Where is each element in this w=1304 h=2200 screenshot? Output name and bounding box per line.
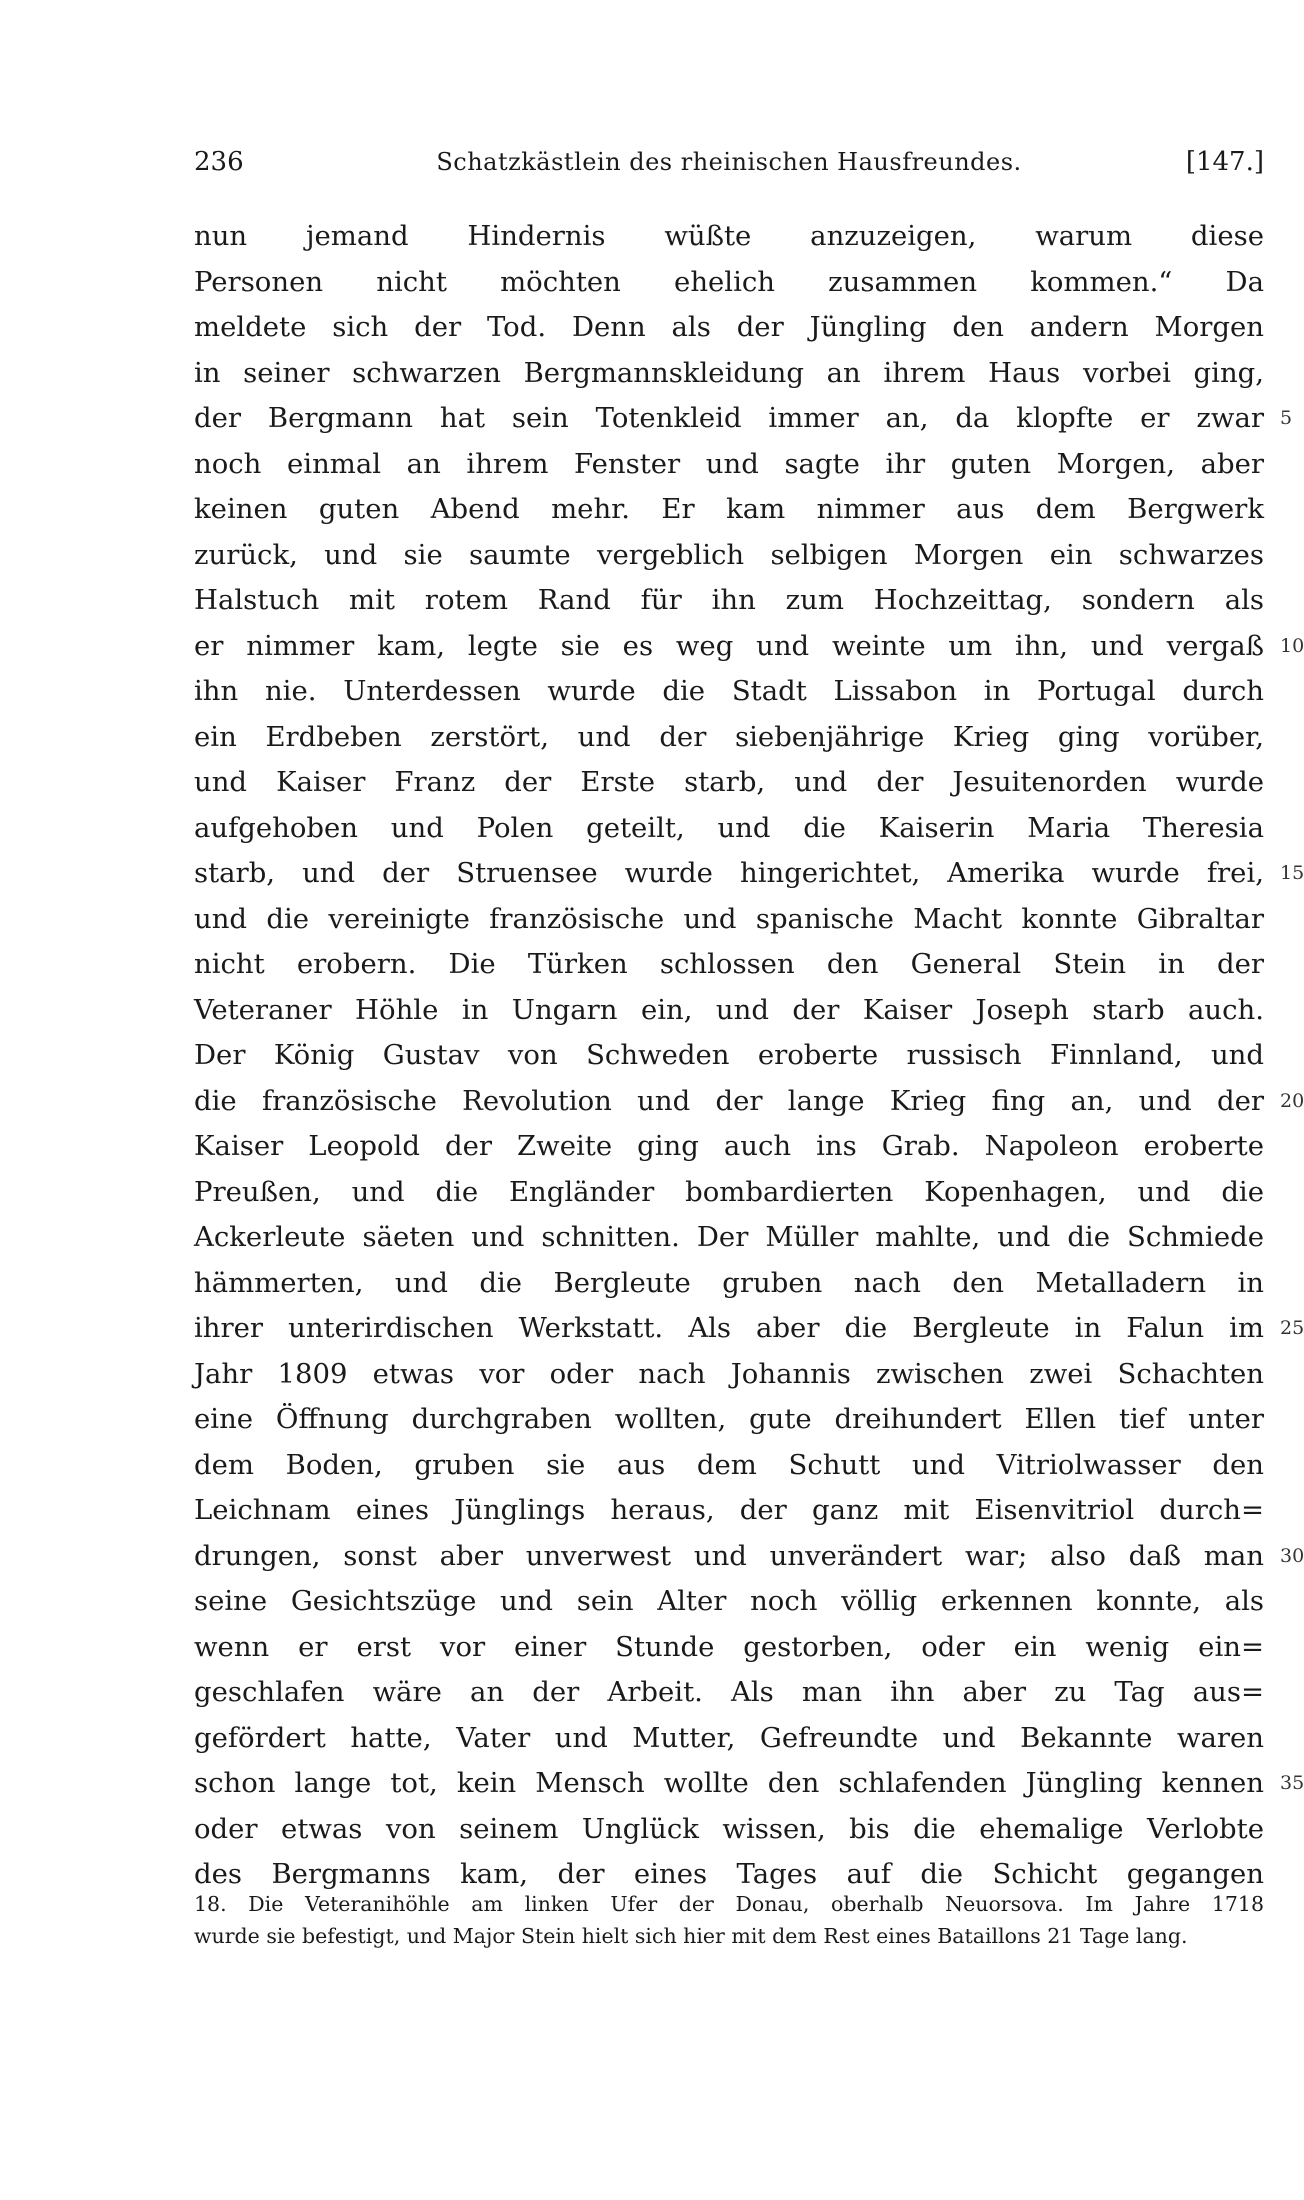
text-line <box>194 578 1264 624</box>
text-line <box>194 1670 1264 1716</box>
text-line <box>194 487 1264 533</box>
text-line <box>194 1625 1264 1671</box>
line-text: drungen, sonst aber unverwest und unverändert war; also daß man <box>194 1539 1264 1572</box>
running-title: Schatzkästlein des rheinischen Hausfreundes. <box>436 148 1022 176</box>
line-text: die französische Revolution und der lange Krieg fing an, und der <box>194 1084 1264 1117</box>
line-text: oder etwas von seinem Unglück wissen, bis die ehemalige Verlobte <box>194 1812 1264 1845</box>
footnotes <box>194 1888 1264 1952</box>
line-text: der Bergmann hat sein Totenkleid immer an, da klopfte er zwar <box>194 402 1264 434</box>
text-line <box>194 533 1264 579</box>
footnote-line <box>194 1888 1264 1920</box>
line-text: und Kaiser Franz der Erste starb, und der Jesuitenorden wurde <box>194 766 1264 798</box>
line-text: Der König Gustav von Schweden eroberte russisch Finnland, und <box>194 1039 1264 1071</box>
line-text: schon lange tot, kein Mensch wollte den schlafenden Jüngling kennen <box>194 1767 1264 1799</box>
text-line <box>194 942 1264 988</box>
text-line <box>194 760 1264 806</box>
line-text: wenn er erst vor einer Stunde gestorben, oder ein wenig ein= <box>194 1630 1264 1663</box>
line-text: Personen nicht möchten ehelich zusammen kommen.“ Da <box>194 265 1264 298</box>
text-line <box>194 1716 1264 1762</box>
line-text: nun jemand Hindernis wüßte anzuzeigen, warum diese <box>194 220 1264 252</box>
text-line <box>194 1443 1264 1489</box>
line-text: ihn nie. Unterdessen wurde die Stadt Lissabon in Portugal durch <box>194 675 1264 707</box>
line-number: 15 <box>1280 862 1304 884</box>
line-text: starb, und der Struensee wurde hingerichtet, Amerika wurde frei, <box>194 857 1264 889</box>
text-line <box>194 396 1293 442</box>
line-text: gefördert hatte, Vater und Mutter, Gefreundte und Bekannte waren <box>194 1721 1264 1754</box>
line-text: des Bergmanns kam, der eines Tages auf die Schicht gegangen <box>194 1858 1264 1890</box>
text-line <box>194 1397 1264 1443</box>
line-number: 5 <box>1280 407 1293 429</box>
line-text: Leichnam eines Jünglings heraus, der ganz mit Eisenvitriol durch= <box>194 1494 1264 1526</box>
line-text: keinen guten Abend mehr. Er kam nimmer aus dem Bergwerk <box>194 493 1264 525</box>
body-text <box>194 214 1304 1898</box>
line-text: Veteraner Höhle in Ungarn ein, und der Kaiser Joseph starb auch. <box>194 993 1264 1026</box>
line-number: 10 <box>1280 634 1304 657</box>
line-text: Ackerleute säeten und schnitten. Der Müller mahlte, und die Schmiede <box>194 1221 1264 1253</box>
footnote-line <box>194 1920 1264 1952</box>
text-line <box>194 1352 1264 1398</box>
line-text: Halstuch mit rotem Rand für ihn zum Hochzeittag, sondern als <box>194 584 1264 616</box>
text-line <box>194 1579 1264 1625</box>
line-text: aufgehoben und Polen geteilt, und die Kaiserin Maria Theresia <box>194 811 1264 844</box>
line-text: seine Gesichtszüge und sein Alter noch völlig erkennen konnte, als <box>194 1585 1264 1617</box>
text-line <box>194 988 1264 1034</box>
text-line <box>194 1534 1304 1580</box>
line-text: geschlafen wäre an der Arbeit. Als man ihn aber zu Tag aus= <box>194 1676 1264 1708</box>
text-line <box>194 715 1264 761</box>
text-line <box>194 1488 1264 1534</box>
text-line <box>194 1261 1264 1307</box>
line-text: dem Boden, gruben sie aus dem Schutt und Vitriolwasser den <box>194 1448 1264 1481</box>
footnote-text: 18. Die Veteranihöhle am linken Ufer der Donau, oberhalb Neuorsova. Im Jahre 1718 <box>194 1892 1264 1916</box>
text-line <box>194 669 1264 715</box>
line-text: hämmerten, und die Bergleute gruben nach den Metalladern in <box>194 1266 1264 1299</box>
line-text: eine Öffnung durchgraben wollten, gute dreihundert Ellen tief unter <box>194 1403 1264 1435</box>
footnote-text: wurde sie befestigt, und Major Stein hielt sich hier mit dem Rest eines Bataillons 21 Tage lang. <box>194 1924 1188 1948</box>
text-line <box>194 1761 1304 1807</box>
text-line <box>194 851 1304 897</box>
text-line <box>194 624 1304 670</box>
line-number: 30 <box>1280 1544 1304 1567</box>
text-line <box>194 305 1264 351</box>
line-text: ein Erdbeben zerstört, und der siebenjährige Krieg ging vorüber, <box>194 720 1264 753</box>
text-line <box>194 1124 1264 1170</box>
line-number: 25 <box>1280 1317 1304 1339</box>
text-line <box>194 1807 1264 1853</box>
page-number: 236 <box>194 147 244 177</box>
line-text: und die vereinigte französische und spanische Macht konnte Gibraltar <box>194 902 1264 935</box>
line-number: 35 <box>1280 1772 1304 1794</box>
line-text: er nimmer kam, legte sie es weg und weinte um ihn, und vergaß <box>194 629 1264 662</box>
text-line <box>194 442 1264 488</box>
text-line <box>194 260 1264 306</box>
line-text: noch einmal an ihrem Fenster und sagte ihr guten Morgen, aber <box>194 447 1264 480</box>
page-header <box>194 138 1264 186</box>
text-line <box>194 1215 1264 1261</box>
text-line <box>194 1033 1264 1079</box>
line-number: 20 <box>1280 1089 1304 1112</box>
section-number: [147.] <box>1185 147 1264 177</box>
line-text: Jahr 1809 etwas vor oder nach Johannis zwischen zwei Schachten <box>194 1357 1264 1390</box>
line-text: in seiner schwarzen Bergmannskleidung an ihrem Haus vorbei ging, <box>194 356 1264 389</box>
text-line <box>194 351 1264 397</box>
text-line <box>194 1306 1304 1352</box>
line-text: ihrer unterirdischen Werkstatt. Als aber die Bergleute in Falun im <box>194 1312 1264 1344</box>
line-text: Preußen, und die Engländer bombardierten Kopenhagen, und die <box>194 1175 1264 1208</box>
text-line <box>194 1079 1304 1125</box>
line-text: Kaiser Leopold der Zweite ging auch ins Grab. Napoleon eroberte <box>194 1130 1264 1162</box>
line-text: meldete sich der Tod. Denn als der Jüngling den andern Morgen <box>194 311 1264 343</box>
line-text: nicht erobern. Die Türken schlossen den General Stein in der <box>194 948 1264 980</box>
text-line <box>194 1170 1264 1216</box>
line-text: zurück, und sie saumte vergeblich selbigen Morgen ein schwarzes <box>194 538 1264 571</box>
text-line <box>194 214 1264 260</box>
text-line <box>194 897 1264 943</box>
text-line <box>194 806 1264 852</box>
